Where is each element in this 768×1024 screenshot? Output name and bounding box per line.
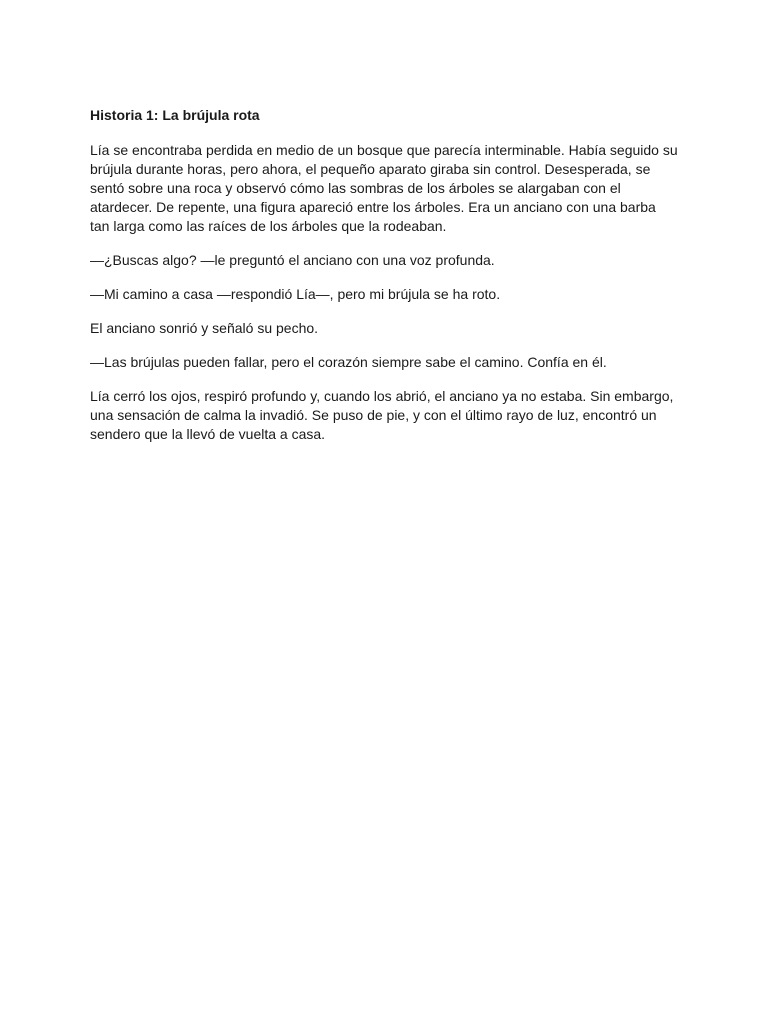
paragraph-3: —Mi camino a casa —respondió Lía—, pero mi brújula se ha roto. [90, 286, 501, 302]
document-body [90, 106, 678, 459]
paragraph-5: —Las brújulas pueden fallar, pero el corazón siempre sabe el camino. Confía en él. [90, 354, 607, 370]
paragraph-6: Lía cerró los ojos, respiró profundo y, cuando los abrió, el anciano ya no estaba. Sin embargo, una sensación de calma la invadió. Se puso de pie, y con el último rayo de luz, encontró un sendero que la llevó de vuelta a casa. [90, 388, 674, 442]
paragraph-2: —¿Buscas algo? —le preguntó el anciano con una voz profunda. [90, 252, 495, 268]
paragraph-4: El anciano sonrió y señaló su pecho. [90, 320, 319, 336]
story-title: Historia 1: La brújula rota [90, 107, 260, 123]
paragraph-1: Lía se encontraba perdida en medio de un bosque que parecía interminable. Había seguido su brújula durante horas, pero ahora, el pequeño aparato giraba sin control. Desesperada, se sentó sobre una roca y observó cómo las sombras de los árboles se alargaban con el atardecer. De repente, una figura apareció entre los árboles. Era un anciano con una barba tan larga como las raíces de los árboles que la rodeaban. [90, 142, 678, 234]
